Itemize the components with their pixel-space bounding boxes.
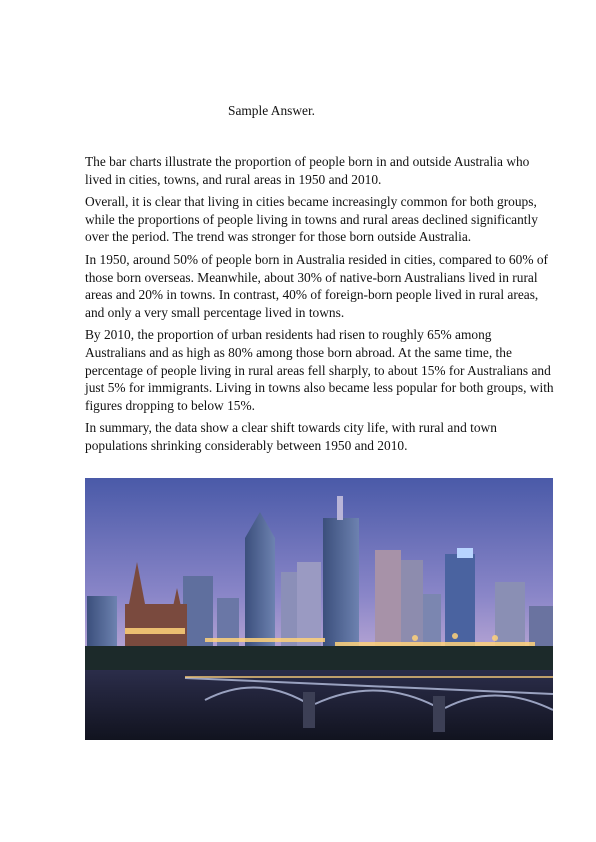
paragraph-overview: Overall, it is clear that living in cities became increasingly common for both groups, while the proportions of people living in towns and rural areas declined significantly over the period. The trend was stronger for those born outside Australia. bbox=[85, 194, 538, 245]
river bbox=[85, 670, 553, 740]
tree-line bbox=[85, 646, 553, 670]
page-title: Sample Answer. bbox=[228, 103, 316, 118]
paragraph-intro: The bar charts illustrate the proportion of people born in and outside Australia who lived in cities, towns, and rural areas in 1950 and 2010. bbox=[85, 154, 530, 187]
essay-body bbox=[85, 153, 555, 460]
paragraph-1950: In 1950, around 50% of people born in Australia resided in cities, compared to 60% of those born overseas. Meanwhile, about 30% of native-born Australians lived in rural areas and 20% in towns. In contrast, 40% of foreign-born people lived in rural areas, and only a very small percentage lived in towns. bbox=[85, 251, 548, 320]
paragraph-summary: In summary, the data show a clear shift towards city life, with rural and town populations shrinking considerably between 1950 and 2010. bbox=[85, 420, 497, 453]
paragraph-2010: By 2010, the proportion of urban residents had risen to roughly 65% among Australians and as high as 80% among those born abroad. At the same time, the percentage of people living in rural areas fell sharply, to about 15% for Australians and just 5% for immigrants. Living in towns also became less popular for both groups, with figures dropping to below 15%. bbox=[85, 327, 554, 413]
bridge-deck-lights bbox=[185, 676, 553, 678]
city-skyline-photo bbox=[85, 478, 553, 740]
